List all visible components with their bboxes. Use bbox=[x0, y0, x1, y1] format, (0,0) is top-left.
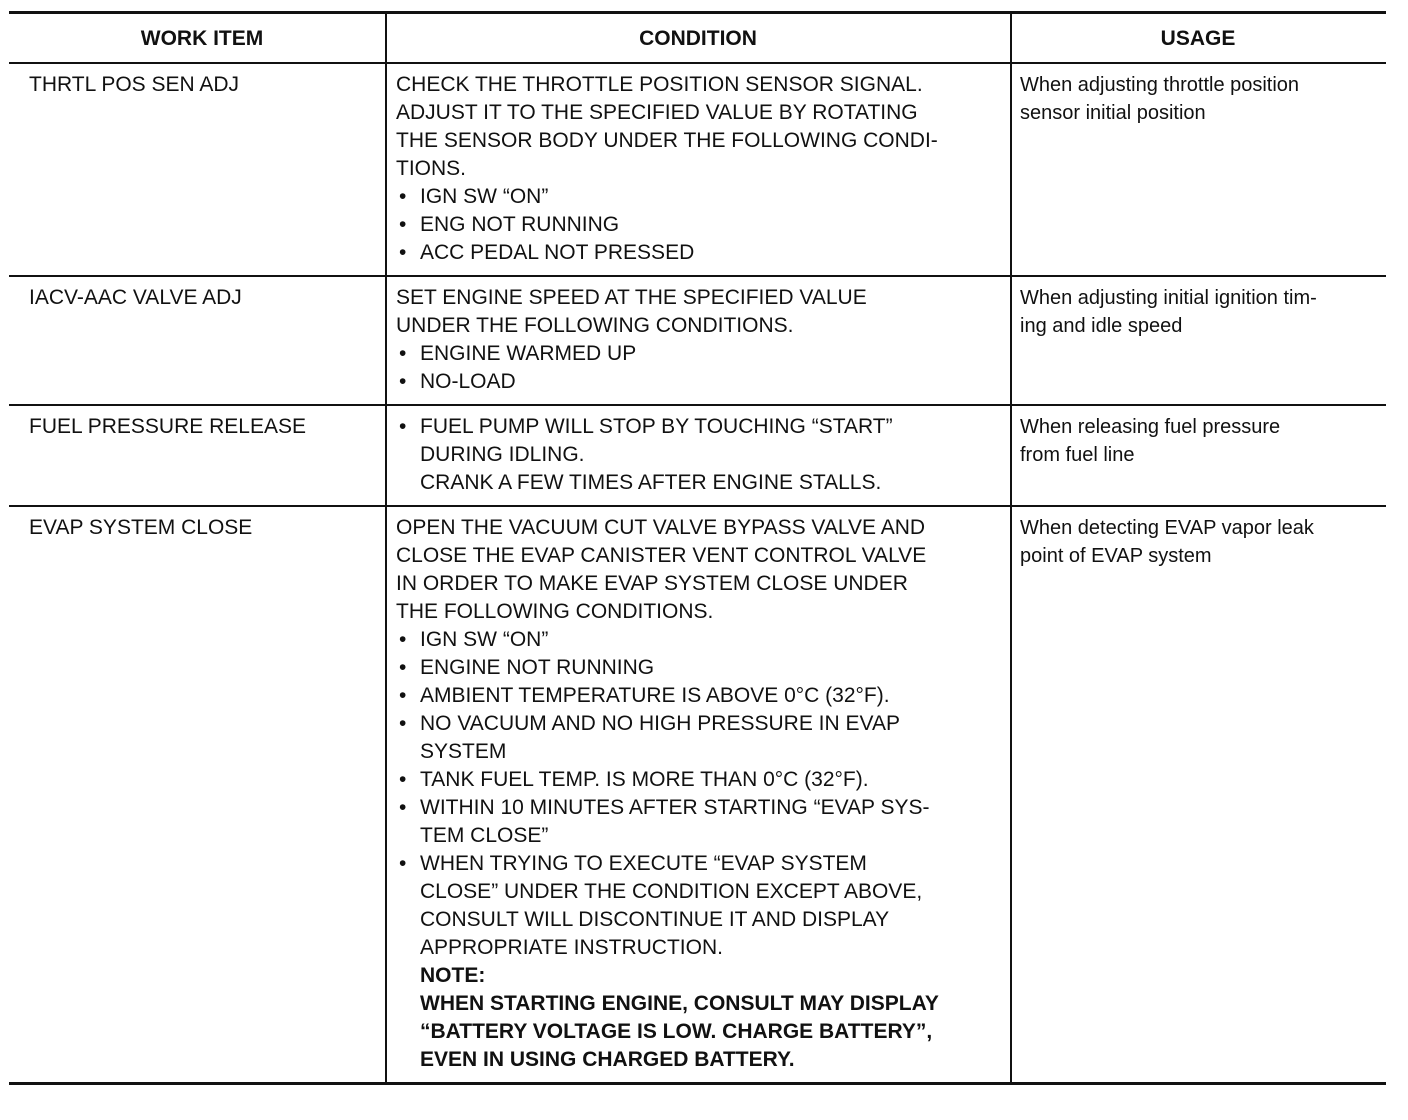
bullet-text: TANK FUEL TEMP. IS MORE THAN 0°C (32°F). bbox=[420, 768, 869, 791]
bullet-item bbox=[396, 183, 1000, 211]
bullet-text: ENGINE NOT RUNNING bbox=[420, 656, 655, 679]
work-support-table bbox=[9, 11, 1386, 1085]
bullet-continuation: CLOSE” UNDER THE CONDITION EXCEPT ABOVE, bbox=[420, 880, 923, 903]
condition-cell bbox=[385, 277, 1012, 404]
work-item-cell: FUEL PRESSURE RELEASE bbox=[29, 415, 306, 438]
bullet-text: IGN SW “ON” bbox=[420, 628, 549, 651]
bullet-item bbox=[396, 239, 1000, 267]
table-row bbox=[9, 507, 1386, 1082]
bullet-text: FUEL PUMP WILL STOP BY TOUCHING “START” bbox=[420, 415, 893, 438]
usage-cell bbox=[1012, 64, 1386, 275]
condition-line: CHECK THE THROTTLE POSITION SENSOR SIGNAL. bbox=[396, 73, 923, 96]
usage-cell bbox=[1012, 277, 1386, 404]
usage-line: When detecting EVAP vapor leak bbox=[1020, 517, 1314, 539]
condition-line: CLOSE THE EVAP CANISTER VENT CONTROL VALVE bbox=[396, 544, 927, 567]
bullet-icon: • bbox=[399, 342, 407, 365]
bullet-item bbox=[396, 850, 1000, 878]
bullet-text: WHEN TRYING TO EXECUTE “EVAP SYSTEM bbox=[420, 852, 867, 875]
condition-cell bbox=[385, 64, 1012, 275]
note-line: “BATTERY VOLTAGE IS LOW. CHARGE BATTERY”, bbox=[420, 1020, 933, 1043]
note-line: WHEN STARTING ENGINE, CONSULT MAY DISPLAY bbox=[420, 992, 939, 1015]
condition-line: OPEN THE VACUUM CUT VALVE BYPASS VALVE AND bbox=[396, 516, 926, 539]
condition-line: UNDER THE FOLLOWING CONDITIONS. bbox=[396, 314, 794, 337]
usage-line: When releasing fuel pressure bbox=[1020, 416, 1281, 438]
bullet-icon: • bbox=[399, 185, 407, 208]
bullet-item bbox=[396, 340, 1000, 368]
bullet-icon: • bbox=[399, 684, 407, 707]
table-header-row bbox=[9, 14, 1386, 64]
condition-line: THE SENSOR BODY UNDER THE FOLLOWING CONDI- bbox=[396, 129, 938, 152]
bullet-text: WITHIN 10 MINUTES AFTER STARTING “EVAP SYS- bbox=[420, 796, 930, 819]
bullet-item bbox=[396, 654, 1000, 682]
condition-cell bbox=[385, 507, 1012, 1082]
bullet-text: IGN SW “ON” bbox=[420, 185, 549, 208]
header-work-item: WORK ITEM bbox=[140, 27, 264, 50]
bullet-icon: • bbox=[399, 241, 407, 264]
condition-line: ADJUST IT TO THE SPECIFIED VALUE BY ROTATING bbox=[396, 101, 918, 124]
note-label: NOTE: bbox=[420, 964, 486, 987]
bullet-item bbox=[396, 413, 1000, 441]
header-condition: CONDITION bbox=[385, 14, 1012, 62]
bullet-item bbox=[396, 766, 1000, 794]
bullet-continuation: SYSTEM bbox=[420, 740, 507, 763]
bullet-icon: • bbox=[399, 768, 407, 791]
usage-line: sensor initial position bbox=[1020, 102, 1206, 124]
usage-line: When adjusting initial ignition tim- bbox=[1020, 287, 1317, 309]
work-item-cell: IACV-AAC VALVE ADJ bbox=[29, 286, 242, 309]
bullet-continuation: DURING IDLING. bbox=[420, 443, 585, 466]
bullet-item bbox=[396, 368, 1000, 396]
bullet-item bbox=[396, 626, 1000, 654]
header-usage: USAGE bbox=[1160, 27, 1236, 50]
table-row bbox=[9, 406, 1386, 507]
table-row bbox=[9, 277, 1386, 406]
usage-cell bbox=[1012, 507, 1386, 1082]
condition-line: TIONS. bbox=[396, 157, 467, 180]
condition-line: IN ORDER TO MAKE EVAP SYSTEM CLOSE UNDER bbox=[396, 572, 908, 595]
bullet-text: NO VACUUM AND NO HIGH PRESSURE IN EVAP bbox=[420, 712, 900, 735]
bullet-icon: • bbox=[399, 415, 407, 438]
bullet-icon: • bbox=[399, 656, 407, 679]
bullet-icon: • bbox=[399, 852, 407, 875]
bullet-icon: • bbox=[399, 213, 407, 236]
bullet-continuation: APPROPRIATE INSTRUCTION. bbox=[420, 936, 723, 959]
bullet-item bbox=[396, 211, 1000, 239]
bullet-text: NO-LOAD bbox=[420, 370, 516, 393]
work-item-cell: THRTL POS SEN ADJ bbox=[29, 73, 240, 96]
usage-line: When adjusting throttle position bbox=[1020, 74, 1300, 96]
bullet-icon: • bbox=[399, 796, 407, 819]
bullet-text: ENG NOT RUNNING bbox=[420, 213, 620, 236]
bullet-continuation: TEM CLOSE” bbox=[420, 824, 549, 847]
usage-line: point of EVAP system bbox=[1020, 545, 1212, 567]
usage-line: from fuel line bbox=[1020, 444, 1135, 466]
work-item-cell: EVAP SYSTEM CLOSE bbox=[29, 516, 253, 539]
usage-cell bbox=[1012, 406, 1386, 505]
bullet-icon: • bbox=[399, 712, 407, 735]
bullet-icon: • bbox=[399, 628, 407, 651]
bullet-text: AMBIENT TEMPERATURE IS ABOVE 0°C (32°F). bbox=[420, 684, 890, 707]
bullet-item bbox=[396, 794, 1000, 822]
table-row bbox=[9, 64, 1386, 277]
bullet-item bbox=[396, 682, 1000, 710]
bullet-continuation: CONSULT WILL DISCONTINUE IT AND DISPLAY bbox=[420, 908, 890, 931]
condition-line: THE FOLLOWING CONDITIONS. bbox=[396, 600, 714, 623]
bullet-text: ACC PEDAL NOT PRESSED bbox=[420, 241, 695, 264]
bullet-continuation: CRANK A FEW TIMES AFTER ENGINE STALLS. bbox=[420, 471, 882, 494]
bullet-icon: • bbox=[399, 370, 407, 393]
condition-cell bbox=[385, 406, 1012, 505]
note-line: EVEN IN USING CHARGED BATTERY. bbox=[420, 1048, 795, 1071]
bullet-item bbox=[396, 710, 1000, 738]
usage-line: ing and idle speed bbox=[1020, 315, 1183, 337]
condition-line: SET ENGINE SPEED AT THE SPECIFIED VALUE bbox=[396, 286, 867, 309]
bullet-text: ENGINE WARMED UP bbox=[420, 342, 637, 365]
